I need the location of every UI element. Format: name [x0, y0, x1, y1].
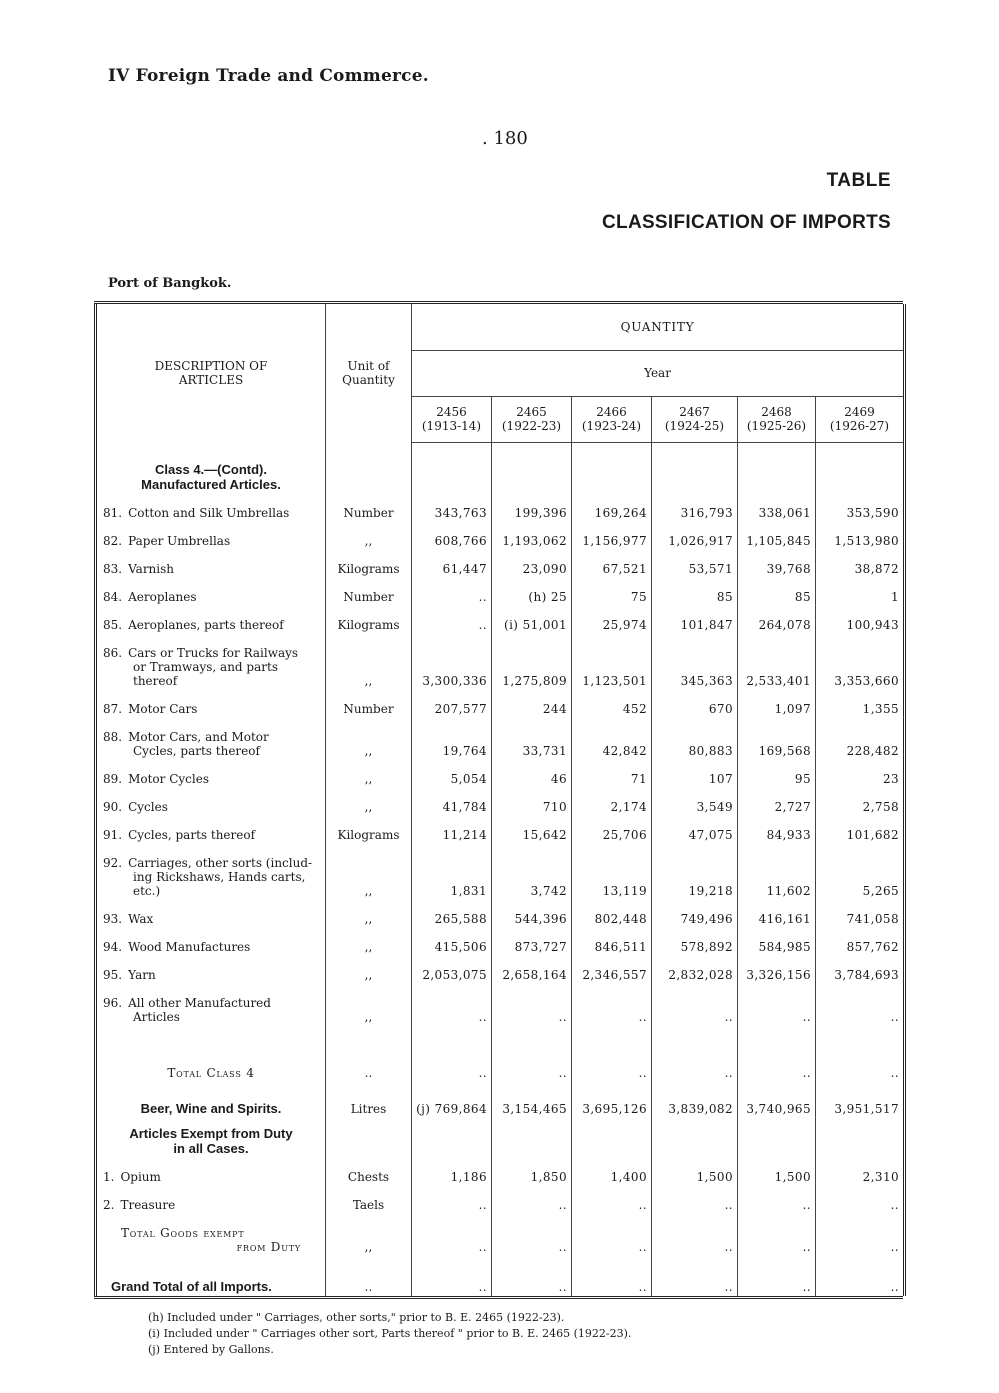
- item-number: 89.: [103, 772, 123, 786]
- quantity-cell: 100,943: [816, 606, 905, 634]
- quantity-cell: 101,847: [652, 606, 738, 634]
- quantity-cell: 11,214: [412, 816, 492, 844]
- quantity-cell: 264,078: [738, 606, 816, 634]
- unit-cell: ,,: [326, 788, 412, 816]
- quantity-cell: 5,265: [816, 844, 905, 900]
- item-name: Carriages, other sorts (includ-: [128, 856, 313, 870]
- quantity-cell: 2,174: [572, 788, 652, 816]
- quantity-cell: 608,766: [412, 522, 492, 550]
- quantity-cell: 3,784,693: [816, 956, 905, 984]
- quantity-cell: ..: [492, 984, 572, 1026]
- quantity-cell: 169,264: [572, 494, 652, 522]
- quantity-cell: 80,883: [652, 718, 738, 760]
- quantity-cell: 47,075: [652, 816, 738, 844]
- year-col-2: 2465 (1922-23): [492, 396, 572, 442]
- quantity-cell: ..: [572, 1026, 652, 1082]
- section-heading: IV Foreign Trade and Commerce.: [108, 66, 429, 86]
- exempt-heading-line2: in all Cases.: [173, 1141, 249, 1156]
- quantity-cell: 544,396: [492, 900, 572, 928]
- quantity-cell: 749,496: [652, 900, 738, 928]
- quantity-cell: ..: [816, 1186, 905, 1214]
- quantity-cell: 3,742: [492, 844, 572, 900]
- year-col-1: 2456 (1913-14): [412, 396, 492, 442]
- unit-cell: ..: [326, 1026, 412, 1082]
- quantity-cell: 46: [492, 760, 572, 788]
- quantity-cell: 1,400: [572, 1158, 652, 1186]
- quantity-cell: (i) 51,001: [492, 606, 572, 634]
- quantity-cell: 857,762: [816, 928, 905, 956]
- quantity-cell: 710: [492, 788, 572, 816]
- quantity-cell: ..: [738, 1026, 816, 1082]
- table-row: [96, 690, 905, 718]
- unit-cell: ,,: [326, 928, 412, 956]
- exempt-heading-row: [96, 1118, 905, 1158]
- exempt-heading-line1: Articles Exempt from Duty: [129, 1126, 293, 1141]
- item-number: 88.: [103, 730, 123, 744]
- item-name: Cotton and Silk Umbrellas: [128, 506, 290, 520]
- quantity-cell: 1,123,501: [572, 634, 652, 690]
- quantity-cell: 71: [572, 760, 652, 788]
- table-row: [96, 578, 905, 606]
- item-number: 92.: [103, 856, 123, 870]
- item-name-cont: ing Rickshaws, Hands carts,: [133, 870, 306, 884]
- quantity-cell: ..: [652, 1186, 738, 1214]
- table-body: [96, 442, 905, 1296]
- quantity-cell: 107: [652, 760, 738, 788]
- quantity-cell: 353,590: [816, 494, 905, 522]
- class-heading-row: [96, 442, 905, 494]
- unit-cell: Chests: [326, 1158, 412, 1186]
- quantity-cell: 338,061: [738, 494, 816, 522]
- quantity-cell: ..: [412, 1186, 492, 1214]
- table-row: [96, 928, 905, 956]
- quantity-cell: ..: [412, 1214, 492, 1256]
- quantity-cell: ..: [572, 1186, 652, 1214]
- quantity-cell: ..: [412, 984, 492, 1026]
- quantity-cell: ..: [572, 1256, 652, 1296]
- quantity-cell: ..: [816, 1026, 905, 1082]
- quantity-cell: 265,588: [412, 900, 492, 928]
- quantity-cell: 1: [816, 578, 905, 606]
- unit-cell: ,,: [326, 760, 412, 788]
- item-number: 96.: [103, 996, 123, 1010]
- total-class4-label: Total Class 4: [96, 1026, 326, 1082]
- quantity-cell: 1,500: [738, 1158, 816, 1186]
- quantity-cell: ..: [652, 1256, 738, 1296]
- quantity-cell: ..: [738, 1186, 816, 1214]
- item-number: 95.: [103, 968, 123, 982]
- quantity-cell: 2,658,164: [492, 956, 572, 984]
- quantity-cell: 1,156,977: [572, 522, 652, 550]
- item-name-cont: Cycles, parts thereof: [133, 744, 260, 758]
- quantity-cell: 2,310: [816, 1158, 905, 1186]
- item-number: 93.: [103, 912, 123, 926]
- table-row: [96, 522, 905, 550]
- footnote-i: (i) Included under " Carriages other sort, Parts thereof " prior to B. E. 2465 (1922-23).: [148, 1327, 632, 1340]
- unit-header: Unit of Quantity: [326, 304, 412, 442]
- quantity-cell: ..: [412, 1256, 492, 1296]
- unit-cell: Kilograms: [326, 606, 412, 634]
- quantity-cell: 3,839,082: [652, 1082, 738, 1118]
- quantity-cell: 41,784: [412, 788, 492, 816]
- quantity-cell: 452: [572, 690, 652, 718]
- quantity-cell: 2,053,075: [412, 956, 492, 984]
- footnote-j: (j) Entered by Gallons.: [148, 1343, 274, 1356]
- item-name: Varnish: [128, 562, 175, 576]
- quantity-cell: 13,119: [572, 844, 652, 900]
- unit-cell: ,,: [326, 718, 412, 760]
- quantity-cell: ..: [492, 1256, 572, 1296]
- item-name: Aeroplanes: [128, 590, 197, 604]
- quantity-cell: 67,521: [572, 550, 652, 578]
- quantity-cell: 5,054: [412, 760, 492, 788]
- total-exempt-label: Total Goods exempt: [121, 1226, 245, 1240]
- item-name: Wax: [128, 912, 154, 926]
- class-heading-line2: Manufactured Articles.: [141, 477, 281, 492]
- unit-cell: Kilograms: [326, 550, 412, 578]
- quantity-cell: 207,577: [412, 690, 492, 718]
- quantity-cell: 25,974: [572, 606, 652, 634]
- table-row: [96, 550, 905, 578]
- item-name: Motor Cars: [128, 702, 198, 716]
- unit-cell: ,,: [326, 844, 412, 900]
- table-row: [96, 494, 905, 522]
- total-exempt-row: [96, 1214, 905, 1256]
- quantity-cell: (h) 25: [492, 578, 572, 606]
- quantity-cell: 169,568: [738, 718, 816, 760]
- quantity-cell: ..: [652, 1214, 738, 1256]
- unit-cell: Litres: [326, 1082, 412, 1118]
- quantity-cell: 1,275,809: [492, 634, 572, 690]
- item-name: Motor Cars, and Motor: [128, 730, 269, 744]
- unit-cell: ,,: [326, 956, 412, 984]
- table-row: [96, 900, 905, 928]
- quantity-cell: 15,642: [492, 816, 572, 844]
- item-number: 84.: [103, 590, 123, 604]
- quantity-cell: 53,571: [652, 550, 738, 578]
- item-name: Paper Umbrellas: [128, 534, 231, 548]
- table-row: [96, 760, 905, 788]
- quantity-cell: 23,090: [492, 550, 572, 578]
- unit-cell: Number: [326, 494, 412, 522]
- item-number: 86.: [103, 646, 123, 660]
- item-name: Aeroplanes, parts thereof: [128, 618, 284, 632]
- item-name-cont: thereof: [133, 674, 178, 688]
- beer-row: [96, 1082, 905, 1118]
- item-name: Wood Manufactures: [128, 940, 251, 954]
- quantity-cell: ..: [738, 1256, 816, 1296]
- quantity-header: QUANTITY: [412, 304, 905, 350]
- quantity-cell: 3,695,126: [572, 1082, 652, 1118]
- item-number: 82.: [103, 534, 123, 548]
- page-number: . 180: [482, 128, 528, 149]
- quantity-cell: 416,161: [738, 900, 816, 928]
- port-name: Port of Bangkok.: [108, 276, 232, 291]
- quantity-cell: 415,506: [412, 928, 492, 956]
- quantity-cell: 39,768: [738, 550, 816, 578]
- quantity-cell: 1,513,980: [816, 522, 905, 550]
- item-name: Cycles: [128, 800, 168, 814]
- item-name: Treasure: [120, 1198, 176, 1212]
- quantity-cell: 3,300,336: [412, 634, 492, 690]
- quantity-cell: ..: [738, 984, 816, 1026]
- item-name: Motor Cycles: [128, 772, 209, 786]
- quantity-cell: ..: [412, 1026, 492, 1082]
- item-number: 90.: [103, 800, 123, 814]
- quantity-cell: 1,500: [652, 1158, 738, 1186]
- imports-table: [94, 301, 903, 1299]
- quantity-cell: 23: [816, 760, 905, 788]
- quantity-cell: 345,363: [652, 634, 738, 690]
- beer-label: Beer, Wine and Spirits.: [96, 1082, 326, 1118]
- quantity-cell: 741,058: [816, 900, 905, 928]
- quantity-cell: 3,740,965: [738, 1082, 816, 1118]
- quantity-cell: 11,602: [738, 844, 816, 900]
- quantity-cell: ..: [652, 1026, 738, 1082]
- quantity-cell: 1,026,917: [652, 522, 738, 550]
- year-col-3: 2466 (1923-24): [572, 396, 652, 442]
- quantity-cell: 85: [738, 578, 816, 606]
- quantity-cell: 33,731: [492, 718, 572, 760]
- item-name-cont: or Tramways, and parts: [133, 660, 278, 674]
- quantity-cell: ..: [652, 984, 738, 1026]
- quantity-cell: 101,682: [816, 816, 905, 844]
- table-title: CLASSIFICATION OF IMPORTS: [602, 212, 891, 233]
- quantity-cell: 670: [652, 690, 738, 718]
- quantity-cell: 2,832,028: [652, 956, 738, 984]
- unit-cell: Kilograms: [326, 816, 412, 844]
- item-name: All other Manufactured: [128, 996, 271, 1010]
- quantity-cell: 84,933: [738, 816, 816, 844]
- quantity-cell: 228,482: [816, 718, 905, 760]
- unit-cell: ,,: [326, 634, 412, 690]
- item-name-cont: Articles: [133, 1010, 180, 1024]
- item-number: 81.: [103, 506, 123, 520]
- quantity-cell: 85: [652, 578, 738, 606]
- quantity-cell: ..: [412, 606, 492, 634]
- year-col-6: 2469 (1926-27): [816, 396, 905, 442]
- quantity-cell: ..: [572, 1214, 652, 1256]
- quantity-cell: 38,872: [816, 550, 905, 578]
- item-number: 1.: [103, 1170, 115, 1184]
- quantity-cell: 1,186: [412, 1158, 492, 1186]
- year-col-5: 2468 (1925-26): [738, 396, 816, 442]
- quantity-cell: 2,758: [816, 788, 905, 816]
- table-row: [96, 844, 905, 900]
- quantity-cell: 1,850: [492, 1158, 572, 1186]
- quantity-cell: 3,353,660: [816, 634, 905, 690]
- item-name: Cycles, parts thereof: [128, 828, 256, 842]
- quantity-cell: 75: [572, 578, 652, 606]
- quantity-cell: ..: [492, 1186, 572, 1214]
- quantity-cell: 1,831: [412, 844, 492, 900]
- unit-cell: ,,: [326, 900, 412, 928]
- quantity-cell: 2,727: [738, 788, 816, 816]
- grand-total-label: Grand Total of all Imports.: [96, 1256, 326, 1296]
- quantity-cell: 19,764: [412, 718, 492, 760]
- quantity-cell: 1,355: [816, 690, 905, 718]
- quantity-cell: 1,105,845: [738, 522, 816, 550]
- quantity-cell: 95: [738, 760, 816, 788]
- quantity-cell: ..: [492, 1026, 572, 1082]
- unit-cell: Taels: [326, 1186, 412, 1214]
- quantity-cell: 61,447: [412, 550, 492, 578]
- description-header: DESCRIPTION OF ARTICLES: [96, 304, 326, 442]
- item-number: 87.: [103, 702, 123, 716]
- imports-table-grid: [94, 304, 906, 1296]
- unit-cell: ,,: [326, 522, 412, 550]
- grand-total-row: [96, 1256, 905, 1296]
- unit-cell: ,,: [326, 984, 412, 1026]
- quantity-cell: 3,154,465: [492, 1082, 572, 1118]
- item-name: Cars or Trucks for Railways: [128, 646, 299, 660]
- quantity-cell: 316,793: [652, 494, 738, 522]
- unit-cell: ..: [326, 1256, 412, 1296]
- quantity-cell: 3,326,156: [738, 956, 816, 984]
- item-name: Yarn: [128, 968, 156, 982]
- quantity-cell: 42,842: [572, 718, 652, 760]
- item-number: 85.: [103, 618, 123, 632]
- class-heading-line1: Class 4.—(Contd).: [155, 462, 267, 477]
- quantity-cell: 244: [492, 690, 572, 718]
- quantity-cell: 343,763: [412, 494, 492, 522]
- quantity-cell: 1,097: [738, 690, 816, 718]
- quantity-cell: 873,727: [492, 928, 572, 956]
- quantity-cell: 846,511: [572, 928, 652, 956]
- table-row: [96, 606, 905, 634]
- table-row: [96, 634, 905, 690]
- quantity-cell: 199,396: [492, 494, 572, 522]
- unit-cell: ,,: [326, 1214, 412, 1256]
- table-row: [96, 1186, 905, 1214]
- unit-cell: Number: [326, 578, 412, 606]
- table-row: [96, 1158, 905, 1186]
- quantity-cell: ..: [492, 1214, 572, 1256]
- table-row: [96, 816, 905, 844]
- table-row: [96, 956, 905, 984]
- footnote-h: (h) Included under " Carriages, other sorts," prior to B. E. 2465 (1922-23).: [148, 1311, 565, 1324]
- quantity-cell: ..: [816, 1256, 905, 1296]
- quantity-cell: 584,985: [738, 928, 816, 956]
- total-class4-row: [96, 1026, 905, 1082]
- quantity-cell: 578,892: [652, 928, 738, 956]
- quantity-cell: 2,533,401: [738, 634, 816, 690]
- quantity-cell: ..: [412, 578, 492, 606]
- quantity-cell: ..: [738, 1214, 816, 1256]
- footnotes: [148, 1310, 631, 1358]
- table-label: TABLE: [826, 170, 891, 191]
- quantity-cell: 2,346,557: [572, 956, 652, 984]
- quantity-cell: (j) 769,864: [412, 1082, 492, 1118]
- item-number: 2.: [103, 1198, 115, 1212]
- item-number: 91.: [103, 828, 123, 842]
- year-header: Year: [412, 350, 905, 396]
- quantity-cell: 19,218: [652, 844, 738, 900]
- item-number: 94.: [103, 940, 123, 954]
- quantity-cell: ..: [816, 984, 905, 1026]
- quantity-cell: ..: [816, 1214, 905, 1256]
- item-number: 83.: [103, 562, 123, 576]
- year-col-4: 2467 (1924-25): [652, 396, 738, 442]
- table-row: [96, 788, 905, 816]
- quantity-cell: 3,951,517: [816, 1082, 905, 1118]
- quantity-cell: 25,706: [572, 816, 652, 844]
- quantity-cell: ..: [572, 984, 652, 1026]
- table-row: [96, 984, 905, 1026]
- quantity-cell: 3,549: [652, 788, 738, 816]
- item-name: Opium: [120, 1170, 161, 1184]
- unit-cell: Number: [326, 690, 412, 718]
- total-exempt-label-cont: from Duty: [236, 1240, 301, 1254]
- table-row: [96, 718, 905, 760]
- item-name-cont: etc.): [133, 884, 161, 898]
- quantity-cell: 1,193,062: [492, 522, 572, 550]
- quantity-cell: 802,448: [572, 900, 652, 928]
